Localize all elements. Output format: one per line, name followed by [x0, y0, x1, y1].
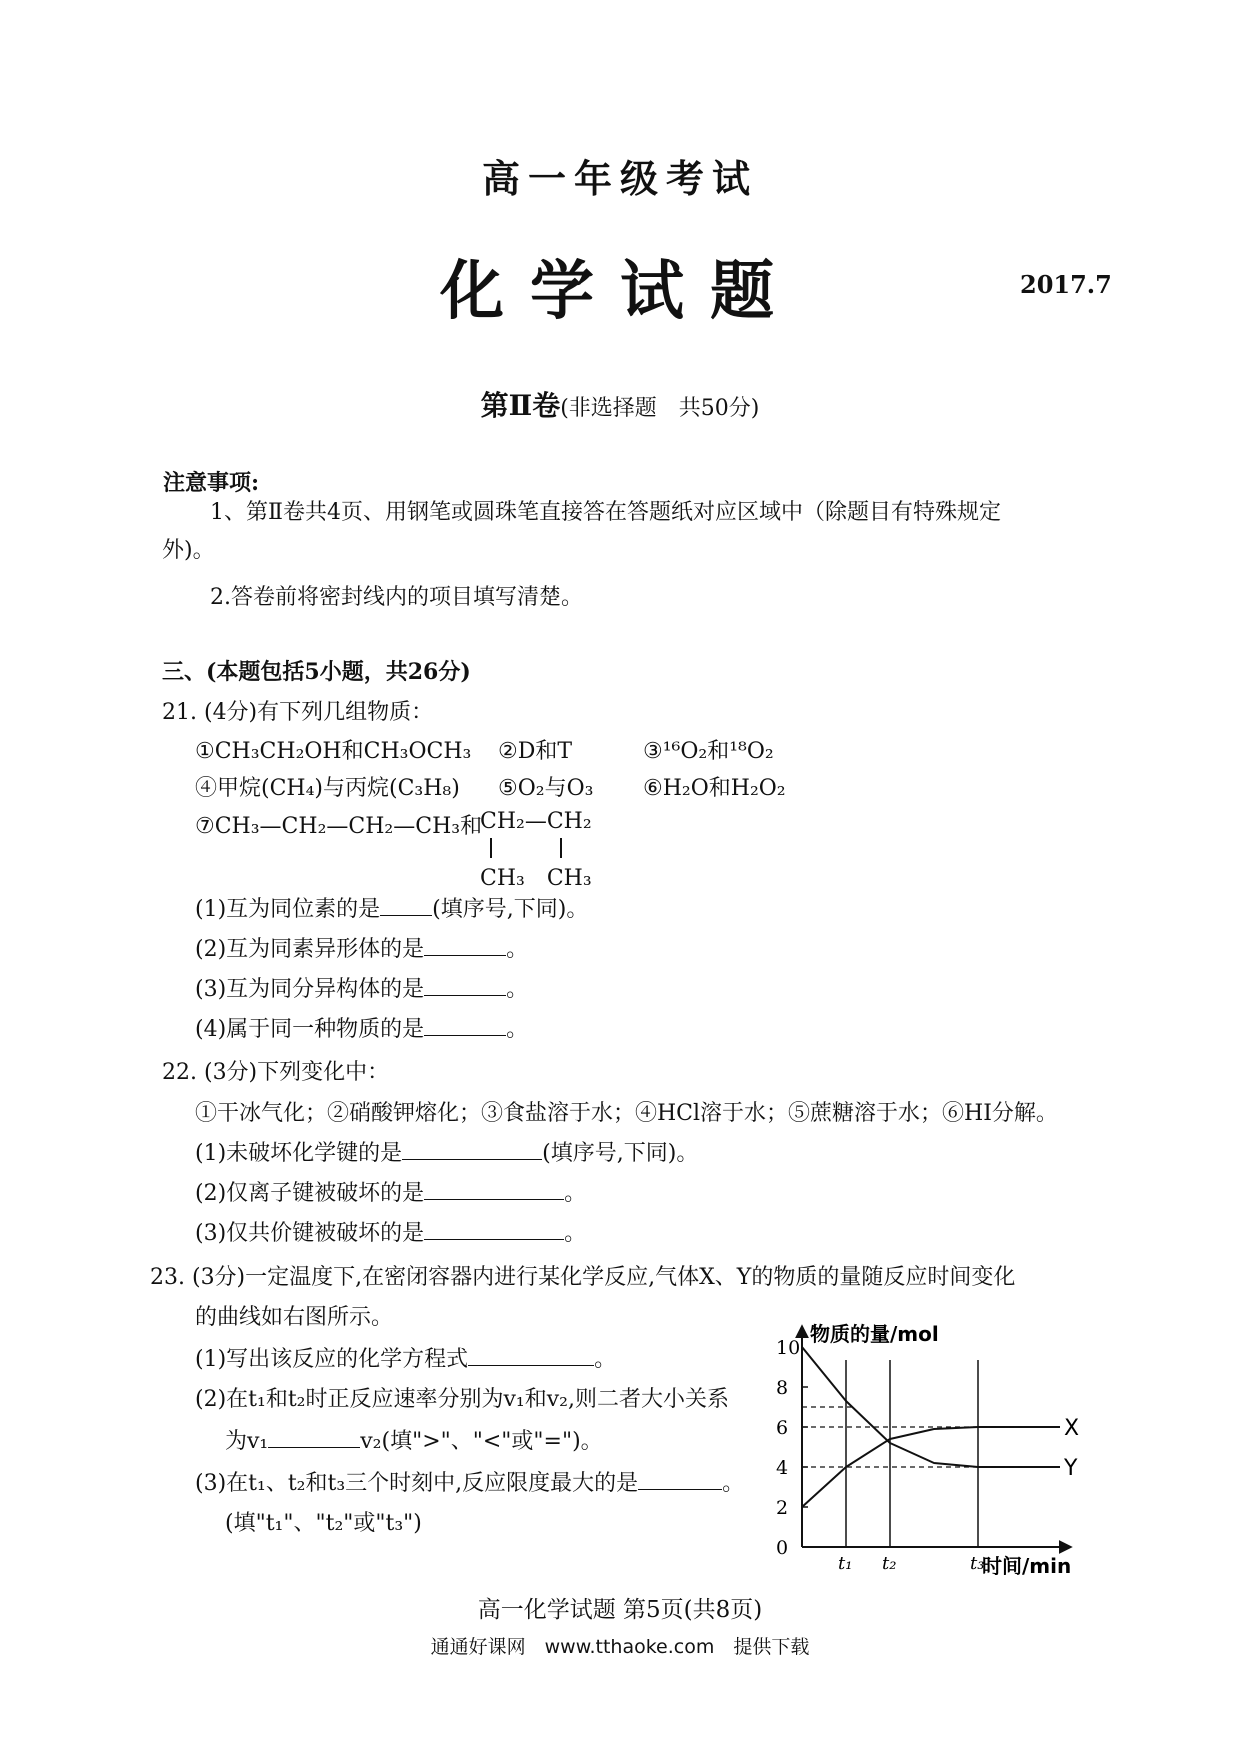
q23-sub-1-text: (1)写出该反应的化学方程式 [195, 1347, 469, 1372]
series-group [802, 1347, 1079, 1507]
answer-blank[interactable] [402, 1139, 542, 1160]
notice-item-1: 1、第Ⅱ卷共4页、用钢笔或圆珠笔直接答在答题纸对应区域中（除题目有特殊规定 [210, 500, 1001, 525]
q22-sub-3 [195, 1216, 586, 1247]
q23-sub-2: (2)在t₁和t₂时正反应速率分别为v₁和v₂,则二者大小关系 [195, 1387, 729, 1412]
period: 。 [506, 1017, 529, 1042]
q22-options: ①干冰气化；②硝酸钾熔化；③食盐溶于水；④HCl溶于水；⑤蔗糖溶于水；⑥HI分解。 [195, 1101, 1058, 1126]
y-tick-label: 2 [776, 1497, 789, 1519]
q22-sub-2-text: (2)仅离子键被破坏的是 [195, 1181, 425, 1206]
q21-sub-2 [195, 932, 528, 963]
series-label-Y: Y [1064, 1456, 1078, 1481]
exam-title: 高一年级考试 [481, 156, 758, 201]
period: 。 [564, 1221, 587, 1246]
x-axis-label: 时间/min [982, 1554, 1072, 1575]
notice-title: 注意事项: [163, 470, 260, 496]
q22-sub-3-text: (3)仅共价键被破坏的是 [195, 1221, 425, 1246]
answer-blank[interactable] [424, 1219, 564, 1240]
answer-blank[interactable] [424, 935, 506, 956]
q21-stem: 21. (4分)有下列几组物质： [162, 700, 434, 725]
q21-sub-4-text: (4)属于同一种物质的是 [195, 1017, 425, 1042]
q22-sub-2 [195, 1176, 586, 1207]
download-credit: 通通好课网 www.tthaoke.com 提供下载 [430, 1636, 810, 1658]
period: 。 [564, 1181, 587, 1206]
y-tick-label: 0 [776, 1537, 789, 1559]
q21-sub-4 [195, 1012, 528, 1043]
q22-sub-1-text: (1)未破坏化学键的是 [195, 1141, 403, 1166]
q21-option-6: ⑥H₂O和H₂O₂ [643, 776, 786, 801]
section-heading [0, 384, 1240, 424]
q21-sub-1 [195, 892, 588, 923]
page-footer: 高一化学试题 第5页(共8页) [477, 1597, 763, 1623]
q23-sub-2-v1: 为v₁ [225, 1429, 269, 1454]
q21-option-1: ①CH₃CH₂OH和CH₃OCH₃ [195, 739, 472, 764]
q22-stem: 22. (3分)下列变化中： [162, 1060, 390, 1085]
series-line-X [802, 1347, 1022, 1467]
q23-sub-1 [195, 1342, 616, 1373]
q23-sub-3-note: (填"t₁"、"t₂"或"t₃") [225, 1511, 422, 1536]
bond-line-left [490, 838, 492, 858]
notice-item-1-cont: 外)。 [162, 538, 215, 563]
main-title: 化学试题 [440, 254, 800, 329]
answer-blank[interactable] [424, 1015, 506, 1036]
q23-sub-3 [195, 1466, 744, 1497]
x-tick-label: t₃ [970, 1553, 985, 1574]
exam-date: 2017.7 [1020, 270, 1112, 299]
answer-blank[interactable] [424, 975, 506, 996]
q23-stem-line-1: 23. (3分)一定温度下,在密闭容器内进行某化学反应,气体X、Y的物质的量随反应时间变化 [150, 1265, 1016, 1290]
q21-sub-3-text: (3)互为同分异构体的是 [195, 977, 425, 1002]
q22-sub-1-note: (填序号,下同)。 [542, 1141, 699, 1166]
q21-option-7-structure-top: CH₂—CH₂ [480, 809, 592, 834]
y-tick-labels [776, 1337, 808, 1559]
series-label-X: X [1064, 1416, 1080, 1441]
y-tick-label: 8 [776, 1377, 789, 1399]
answer-blank[interactable] [424, 1179, 564, 1200]
q23-sub-3-text: (3)在t₁、t₂和t₃三个时刻中,反应限度最大的是 [195, 1471, 639, 1496]
x-tick-label: t₂ [882, 1553, 897, 1574]
part-heading: 三、(本题包括5小题，共26分) [162, 659, 471, 685]
q21-option-5: ⑤O₂与O₃ [498, 776, 594, 801]
period: 。 [506, 977, 529, 1002]
q21-sub-3 [195, 972, 528, 1003]
notice-item-2: 2.答卷前将密封线内的项目填写清楚。 [210, 585, 583, 610]
section-title: 第Ⅱ卷 [480, 389, 561, 422]
q21-option-4: ④甲烷(CH₄)与丙烷(C₃H₈) [195, 776, 460, 801]
q23-stem-line-2: 的曲线如右图所示。 [195, 1305, 394, 1330]
section-subtitle: (非选择题 共50分) [560, 396, 760, 421]
y-tick-label: 6 [776, 1417, 789, 1439]
period: 。 [722, 1471, 745, 1496]
y-tick-label: 10 [776, 1337, 801, 1359]
q21-option-7-structure-bottom: CH₃ CH₃ [480, 866, 592, 891]
period: 。 [506, 937, 529, 962]
bond-line-right [560, 838, 562, 858]
reaction-chart [770, 1315, 1090, 1575]
answer-blank[interactable] [638, 1469, 722, 1490]
y-tick-label: 4 [776, 1457, 789, 1479]
q21-option-2: ②D和T [498, 739, 573, 764]
q21-sub-1-note: (填序号,下同)。 [432, 897, 589, 922]
q23-sub-2-cont [225, 1424, 603, 1455]
q22-sub-1 [195, 1136, 698, 1167]
answer-blank[interactable] [268, 1427, 360, 1448]
q21-option-3: ③¹⁶O₂和¹⁸O₂ [643, 739, 774, 764]
answer-blank[interactable] [380, 895, 432, 916]
q23-sub-2-note: v₂(填">"、"<"或"=")。 [360, 1429, 603, 1454]
q21-sub-1-text: (1)互为同位素的是 [195, 897, 381, 922]
answer-blank[interactable] [468, 1345, 594, 1366]
q21-option-7: ⑦CH₃—CH₂—CH₂—CH₃和 [195, 814, 483, 839]
q21-sub-2-text: (2)互为同素异形体的是 [195, 937, 425, 962]
x-tick-label: t₁ [838, 1553, 853, 1574]
y-axis-label: 物质的量/mol [810, 1322, 939, 1346]
period: 。 [594, 1347, 617, 1372]
